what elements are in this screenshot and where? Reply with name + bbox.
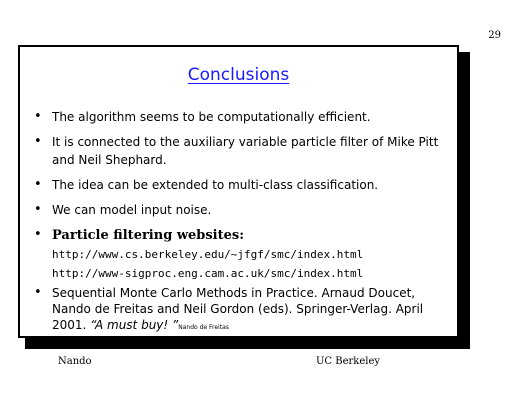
bullet-text: It is connected to the auxiliary variable particle filter of Mike Pitt and Neil Shephard. [52, 135, 439, 167]
bullet-item [32, 108, 442, 126]
bullet-dot-icon: • [34, 227, 42, 242]
bullet-text: We can model input noise. [52, 203, 212, 217]
websites-heading: Particle filtering websites: [52, 228, 245, 243]
bullet-text: The algorithm seems to be computationally efficient. [52, 110, 371, 124]
reference-quote: “A must buy! ” [90, 318, 179, 332]
bullet-text: The idea can be extended to multi-class classification. [52, 178, 379, 192]
slide-frame [18, 45, 459, 338]
page-number: 29 [488, 30, 501, 41]
quote-source: Nando de Freitas [178, 324, 229, 331]
reference-item [32, 285, 442, 336]
bullet-dot-icon: • [34, 177, 42, 192]
websites-item [32, 226, 442, 283]
website-url[interactable]: http://www-sigproc.eng.cam.ac.uk/smc/index.html [52, 267, 364, 280]
bullet-list [32, 108, 442, 343]
bullet-item [32, 176, 442, 194]
bullet-item [32, 201, 442, 219]
slide-title [20, 65, 457, 85]
bullet-dot-icon: • [34, 134, 42, 149]
reference-text: Sequential Monte Carlo Methods in Practice. Arnaud Doucet, Nando de Freitas and Neil Gordon (eds). Springer-Verlag. April 2001. [52, 286, 424, 332]
bullet-dot-icon: • [34, 202, 42, 217]
footer-author: Nando [58, 356, 92, 367]
bullet-item [32, 133, 442, 169]
bullet-dot-icon: • [34, 285, 42, 300]
website-url[interactable]: http://www.cs.berkeley.edu/~jfgf/smc/index.html [52, 248, 364, 261]
slide-title-text: Conclusions [187, 65, 290, 85]
footer-institution: UC Berkeley [316, 356, 381, 367]
bullet-dot-icon: • [34, 109, 42, 124]
